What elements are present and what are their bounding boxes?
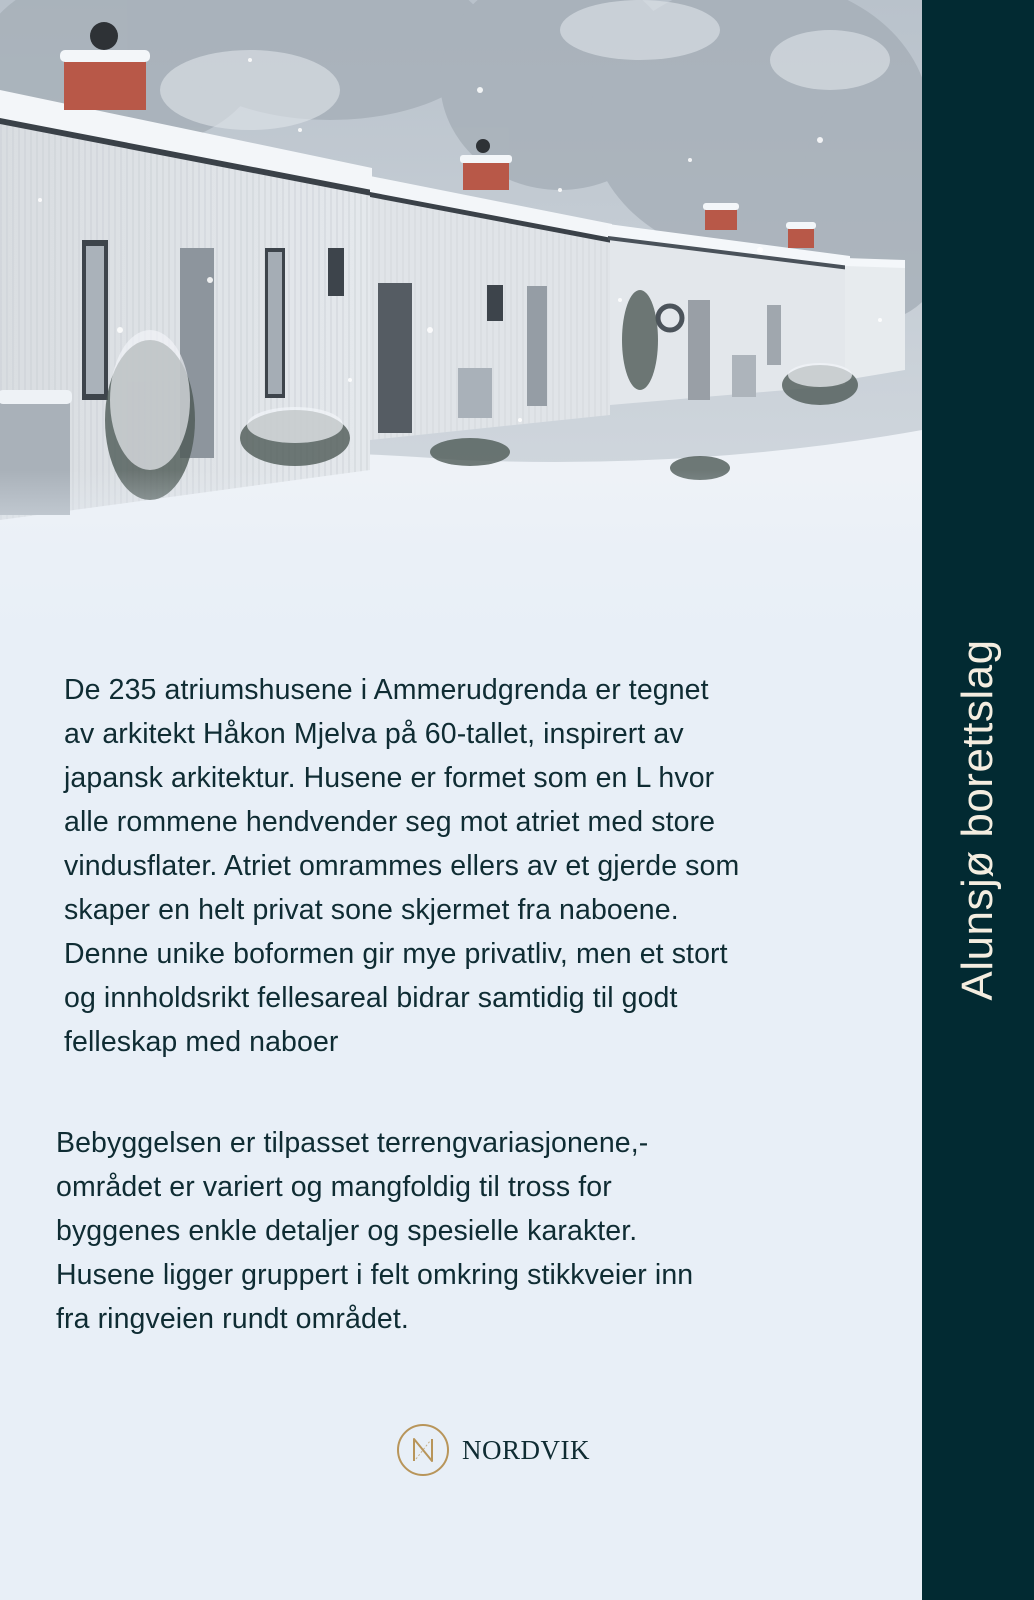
hero-photo <box>0 0 922 640</box>
nordvik-n-circle-icon <box>396 1423 450 1477</box>
sidebar-title: Alunsjø borettslag <box>953 639 1002 1001</box>
text-line: De 235 atriumshusene i Ammerudgrenda er tegnet <box>64 674 709 706</box>
text-line: Denne unike boformen gir mye privatliv, men et stort <box>64 938 728 970</box>
logo-wordmark: NORDVIK <box>462 1434 590 1465</box>
text-line: Husene ligger gruppert i felt omkring stikkveier inn <box>56 1259 694 1291</box>
text-line: fra ringveien rundt området. <box>56 1303 409 1335</box>
body-paragraph-2 <box>56 1121 896 1341</box>
text-line: felleskap med naboer <box>64 1026 339 1058</box>
text-line: Bebyggelsen er tilpasset terrengvariasjonene,- <box>56 1127 649 1159</box>
text-line: alle rommene hendvender seg mot atriet med store <box>64 806 716 838</box>
text-line: av arkitekt Håkon Mjelva på 60-tallet, inspirert av <box>64 718 684 750</box>
sidebar-band <box>922 0 1034 1600</box>
text-line: byggenes enkle detaljer og spesielle karakter. <box>56 1215 638 1247</box>
text-line: skaper en helt privat sone skjermet fra naboene. <box>64 894 679 926</box>
text-line: og innholdsrikt fellesareal bidrar samtidig til godt <box>64 982 678 1014</box>
nordvik-logo <box>396 1423 590 1477</box>
text-line: vindusflater. Atriet omrammes ellers av et gjerde som <box>64 850 740 882</box>
photo-fade <box>0 470 922 640</box>
text-line: området er variert og mangfoldig til tross for <box>56 1171 612 1203</box>
body-paragraph-1 <box>64 668 904 1064</box>
text-line: japansk arkitektur. Husene er formet som en L hvor <box>64 762 715 794</box>
